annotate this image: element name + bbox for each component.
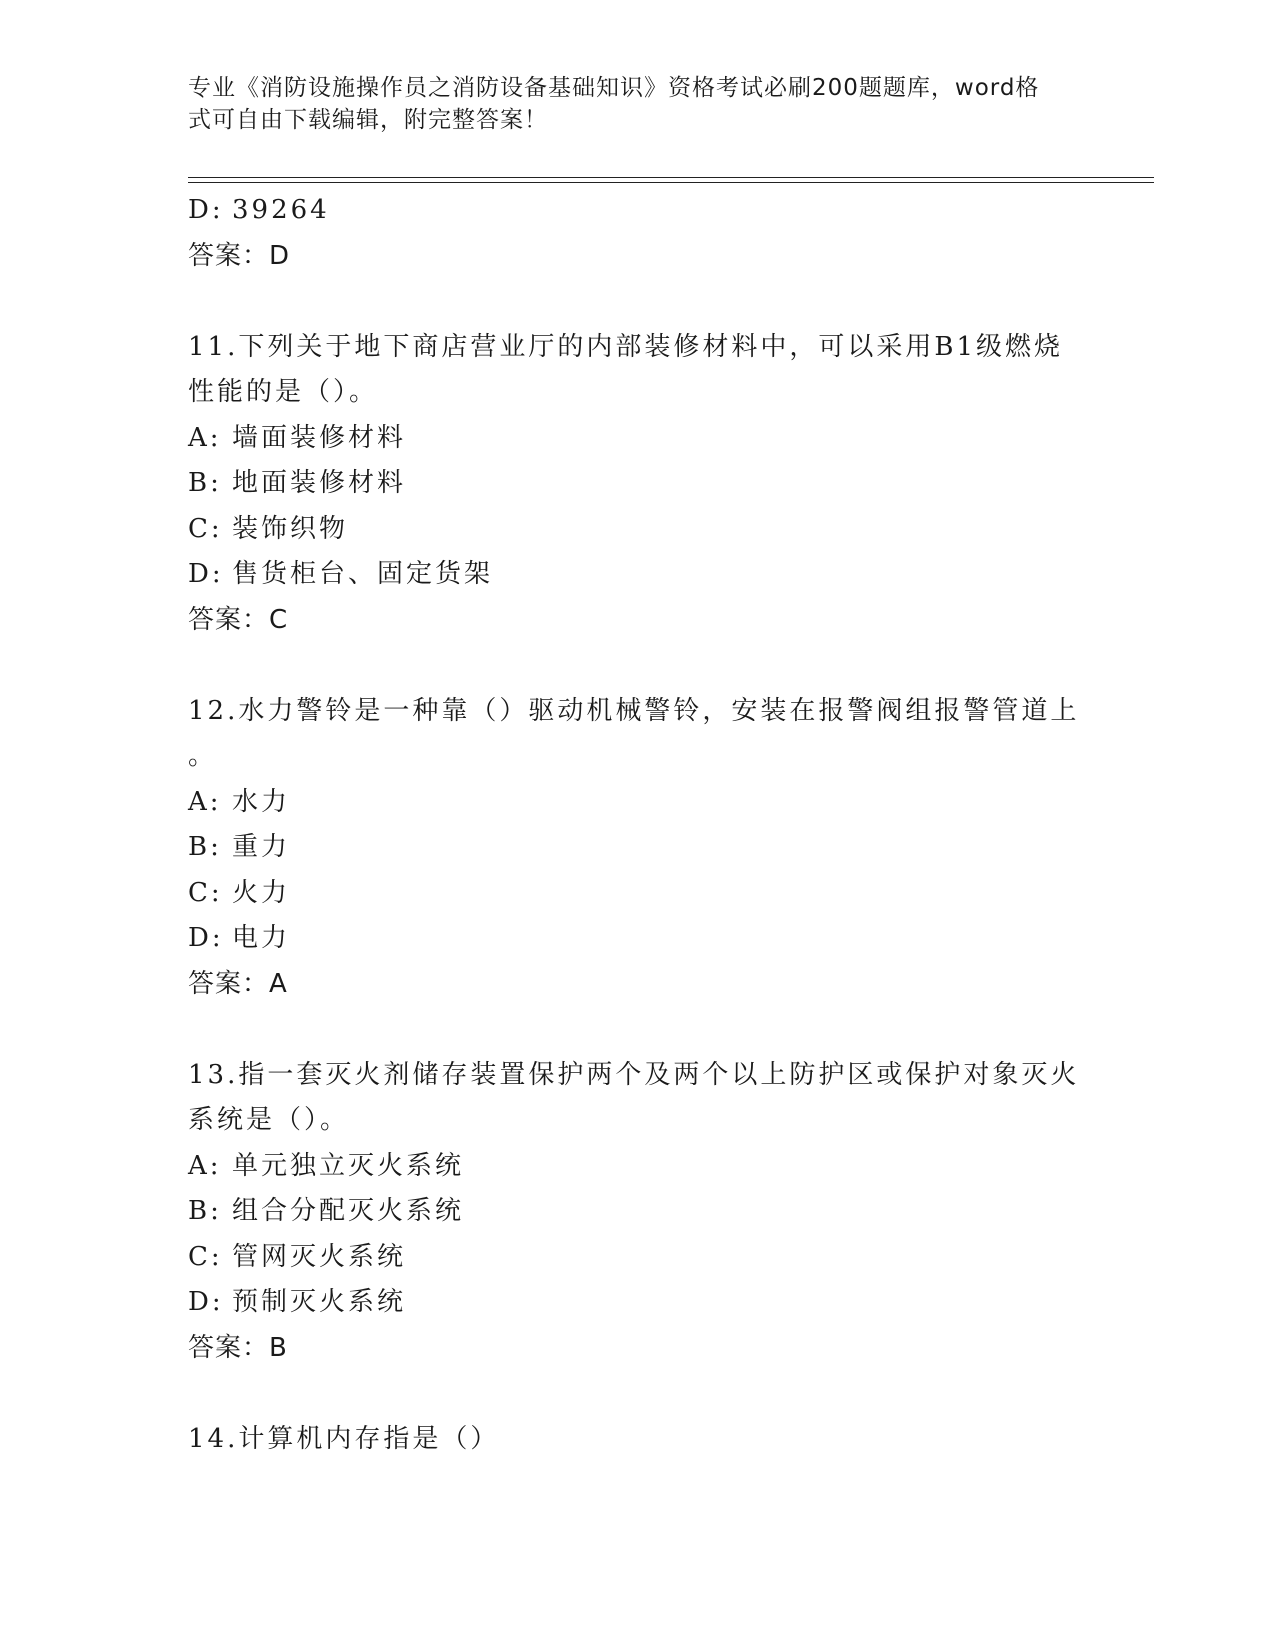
question-answer: 答案：B	[188, 1332, 288, 1363]
option-d	[188, 1280, 1088, 1326]
option-text: 组合分配灭火系统	[232, 1196, 465, 1226]
option-text: 装饰织物	[232, 513, 349, 544]
header-divider-bottom	[188, 182, 1154, 183]
option-b	[188, 825, 1088, 871]
option-text: 墙面装修材料	[232, 422, 407, 453]
question-stem-line-2: 性能的是（）。	[188, 377, 379, 407]
option-text: 39264	[232, 195, 330, 225]
question-answer: 答案：C	[188, 604, 289, 635]
option-d	[188, 916, 1088, 962]
option-label: D:	[188, 1287, 224, 1317]
question-13	[188, 1053, 1088, 1372]
question-stem-line-1: 12.水力警铃是一种靠（）驱动机械警铃，安装在报警阀组报警管道上	[188, 695, 1080, 726]
option-label: B:	[188, 832, 222, 862]
question-stem-line-1: 13.指一套灭火剂储存装置保护两个及两个以上防护区或保护对象灭火	[188, 1059, 1080, 1090]
option-c	[188, 507, 1088, 553]
option-text: 电力	[232, 923, 291, 953]
option-text: 预制灭火系统	[232, 1287, 407, 1317]
option-label: D:	[188, 923, 224, 953]
document-header	[188, 72, 1068, 136]
option-text: 水力	[232, 786, 291, 817]
option-c	[188, 1235, 1088, 1281]
option-label: A:	[188, 786, 222, 817]
option-a	[188, 1144, 1088, 1190]
option-label: D:	[188, 559, 224, 589]
option-a	[188, 780, 1088, 826]
option-label: C:	[188, 877, 223, 908]
option-text: 单元独立灭火系统	[232, 1150, 465, 1181]
option-d	[188, 552, 1088, 598]
option-text: 地面装修材料	[232, 468, 407, 498]
question-stem-line-1: 14.计算机内存指是（）	[188, 1423, 500, 1454]
option-b	[188, 461, 1088, 507]
option-text: 火力	[232, 877, 291, 908]
header-text-line-2: 式可自由下载编辑，附完整答案！	[188, 107, 548, 133]
option-c	[188, 871, 1088, 917]
question-14	[188, 1417, 1088, 1463]
question-list	[188, 188, 1088, 1462]
option-text: 售货柜台、固定货架	[232, 559, 494, 589]
option-b	[188, 1189, 1088, 1235]
question-stem-line-1: 11.下列关于地下商店营业厅的内部装修材料中，可以采用B1级燃烧	[188, 331, 1063, 362]
option-label: C:	[188, 1241, 223, 1272]
option-label: D:	[188, 195, 224, 225]
option-label: B:	[188, 468, 222, 498]
option-text: 管网灭火系统	[232, 1241, 407, 1272]
question-stem-line-2: 。	[188, 741, 218, 771]
header-divider-top	[188, 177, 1154, 178]
option-text: 重力	[232, 832, 291, 862]
question-12	[188, 689, 1088, 1008]
question-10-answer: 答案：D	[188, 240, 291, 271]
question-stem-line-2: 系统是（）。	[188, 1105, 350, 1135]
question-10-option-d	[188, 188, 1088, 234]
question-answer: 答案：A	[188, 968, 288, 999]
question-11	[188, 325, 1088, 644]
option-label: B:	[188, 1196, 222, 1226]
option-label: A:	[188, 1150, 222, 1181]
header-text-line-1: 专业《消防设施操作员之消防设备基础知识》资格考试必刷200题题库，word格	[188, 75, 1040, 101]
option-label: A:	[188, 422, 222, 453]
option-label: C:	[188, 513, 223, 544]
option-a	[188, 416, 1088, 462]
